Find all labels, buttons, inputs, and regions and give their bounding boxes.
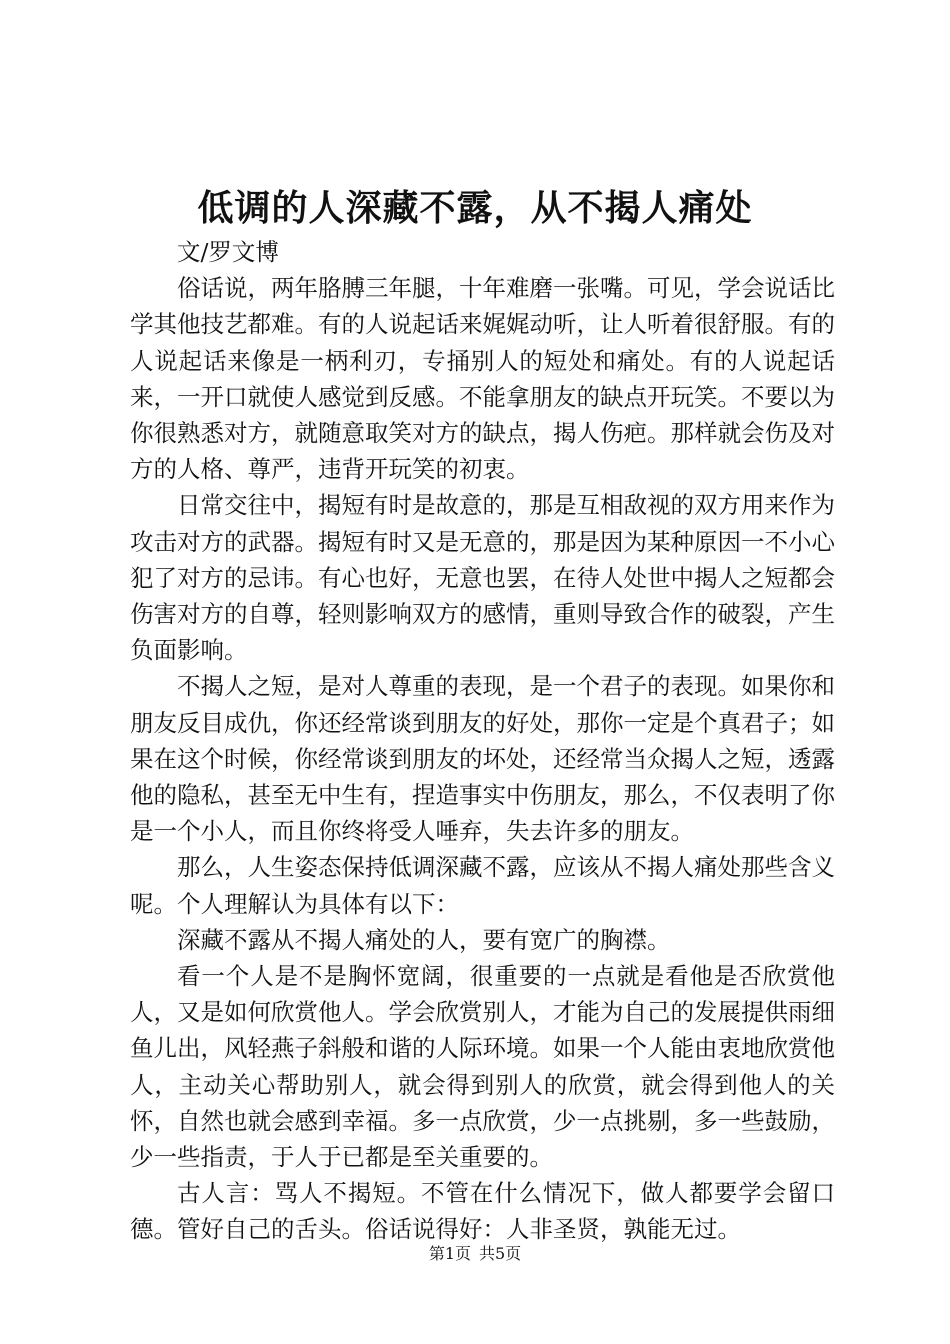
paragraph: 不揭人之短，是对人尊重的表现，是一个君子的表现。如果你和朋友反目成仇，你还经常谈到朋友的好处，那你一定是个真君子；如果在这个时候，你经常谈到朋友的坏处，还经常当众揭人之短，透露他的隐私，甚至无中生有，捏造事实中伤朋友，那么，不仅表明了你是一个小人，而且你终将受人唾弃，失去许多的朋友。 <box>130 672 835 846</box>
paragraph: 日常交往中，揭短有时是故意的，那是互相敌视的双方用来作为攻击对方的武器。揭短有时又是无意的，那是因为某种原因一不小心犯了对方的忌讳。有心也好，无意也罢，在待人处世中揭人之短都会伤害对方的自尊，轻则影响双方的感情，重则导致合作的破裂，产生负面影响。 <box>130 491 835 665</box>
paragraph: 看一个人是不是胸怀宽阔，很重要的一点就是看他是否欣赏他人，又是如何欣赏他人。学会欣赏别人，才能为自己的发展提供雨细鱼儿出，风轻燕子斜般和谐的人际环境。如果一个人能由衷地欣赏他人，主动关心帮助别人，就会得到别人的欣赏，就会得到他人的关怀，自然也就会感到幸福。多一点欣赏，少一点挑剔，多一些鼓励，少一些指责，于人于已都是至关重要的。 <box>130 962 835 1172</box>
document-title: 低调的人深藏不露，从不揭人痛处 <box>197 187 753 229</box>
paragraph: 古人言：骂人不揭短。不管在什么情况下，做人都要学会留口德。管好自己的舌头。俗话说得好：人非圣贤，孰能无过。 <box>130 1179 835 1244</box>
page-footer <box>0 1244 950 1264</box>
document-body <box>130 234 835 1248</box>
author-line: 文/罗文博 <box>177 238 279 266</box>
page-number: 第1页 <box>428 1244 471 1263</box>
paragraph: 俗话说，两年胳膊三年腿，十年难磨一张嘴。可见，学会说话比学其他技艺都难。有的人说起话来娓娓动听，让人听着很舒服。有的人说起话来像是一柄利刃，专捅别人的短处和痛处。有的人说起话来，一开口就使人感觉到反感。不能拿朋友的缺点开玩笑。不要以为你很熟悉对方，就随意取笑对方的缺点，揭人伤疤。那样就会伤及对方的人格、尊严，违背开玩笑的初衷。 <box>130 274 835 484</box>
paragraph: 深藏不露从不揭人痛处的人，要有宽广的胸襟。 <box>177 925 671 954</box>
paragraph: 那么，人生姿态保持低调深藏不露，应该从不揭人痛处那些含义呢。个人理解认为具体有以下： <box>130 853 835 918</box>
page-total: 共5页 <box>479 1244 522 1263</box>
